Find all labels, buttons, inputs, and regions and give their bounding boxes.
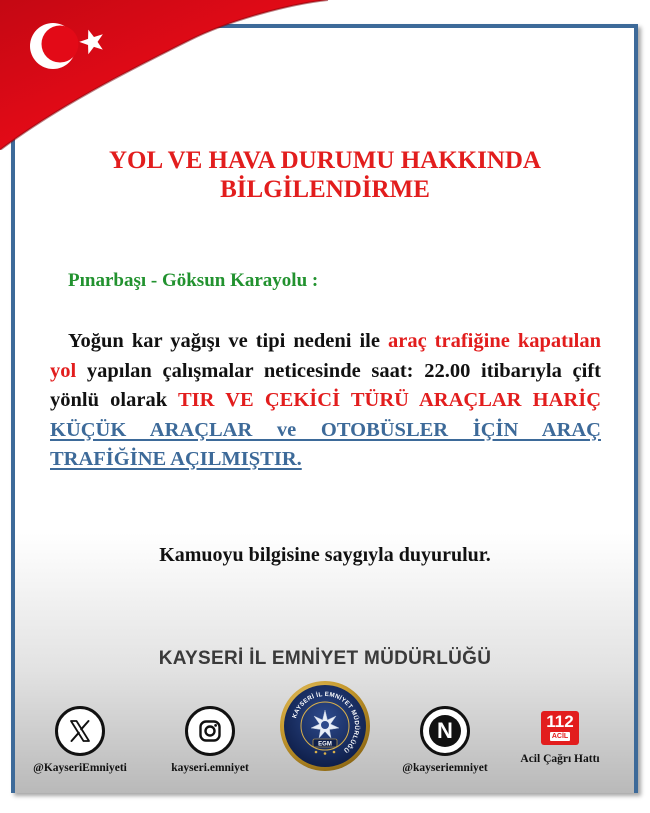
social-nsosyal[interactable] [390,706,500,774]
body-text-closed-road: araç trafiğine kapatılan yol [50,330,602,382]
social-instagram[interactable] [160,706,260,774]
body-text-2: yapılan çalışmalar neticesinde saat: 22.00 itibarıyla çift yönlü olarak [50,359,601,411]
social-handle: kayseri.emniyet [171,762,249,774]
title-line-2: BİLGİLENDİRME [220,176,430,203]
social-x[interactable] [30,706,130,774]
emergency-number: 112 [546,712,574,731]
closing-statement: Kamuoyu bilgisine saygıyla duyurulur. [159,544,491,566]
emblem-center-text: EGM [318,741,332,748]
body-text-opened: KÜÇÜK ARAÇLAR ve OTOBÜSLER İÇİN ARAÇ TRAFİĞİNE AÇILMIŞTIR. [50,418,601,470]
page-title [60,146,590,204]
announcement-body [50,327,601,475]
emergency-112-icon [541,711,579,745]
police-emblem [279,680,371,772]
social-handle: @kayseriemniyet [402,762,488,774]
nsosyal-icon [420,706,470,756]
route-heading: Pınarbaşı - Göksun Karayolu : [68,270,319,291]
social-handle: @KayseriEmniyeti [33,762,127,774]
emergency-sub-label: ACİL [551,733,569,740]
title-line-1: YOL VE HAVA DURUMU HAKKINDA [108,147,541,174]
organization-name: KAYSERİ İL EMNİYET MÜDÜRLÜĞÜ [158,648,492,669]
x-logo-icon [55,706,105,756]
instagram-icon [185,706,235,756]
emergency-line[interactable] [510,711,610,765]
n-letter: N [429,715,461,747]
turkish-flag [0,0,330,150]
body-text-1: Yoğun kar yağışı ve tipi nedeni ile [68,330,388,352]
emblem-ring-text: KAYSERİ İL EMNİYET MÜDÜRLÜĞÜ [291,690,361,754]
emergency-label: Acil Çağrı Hattı [520,753,600,765]
body-text-exception: TIR VE ÇEKİCİ TÜRÜ ARAÇLAR HARİÇ [177,389,601,411]
